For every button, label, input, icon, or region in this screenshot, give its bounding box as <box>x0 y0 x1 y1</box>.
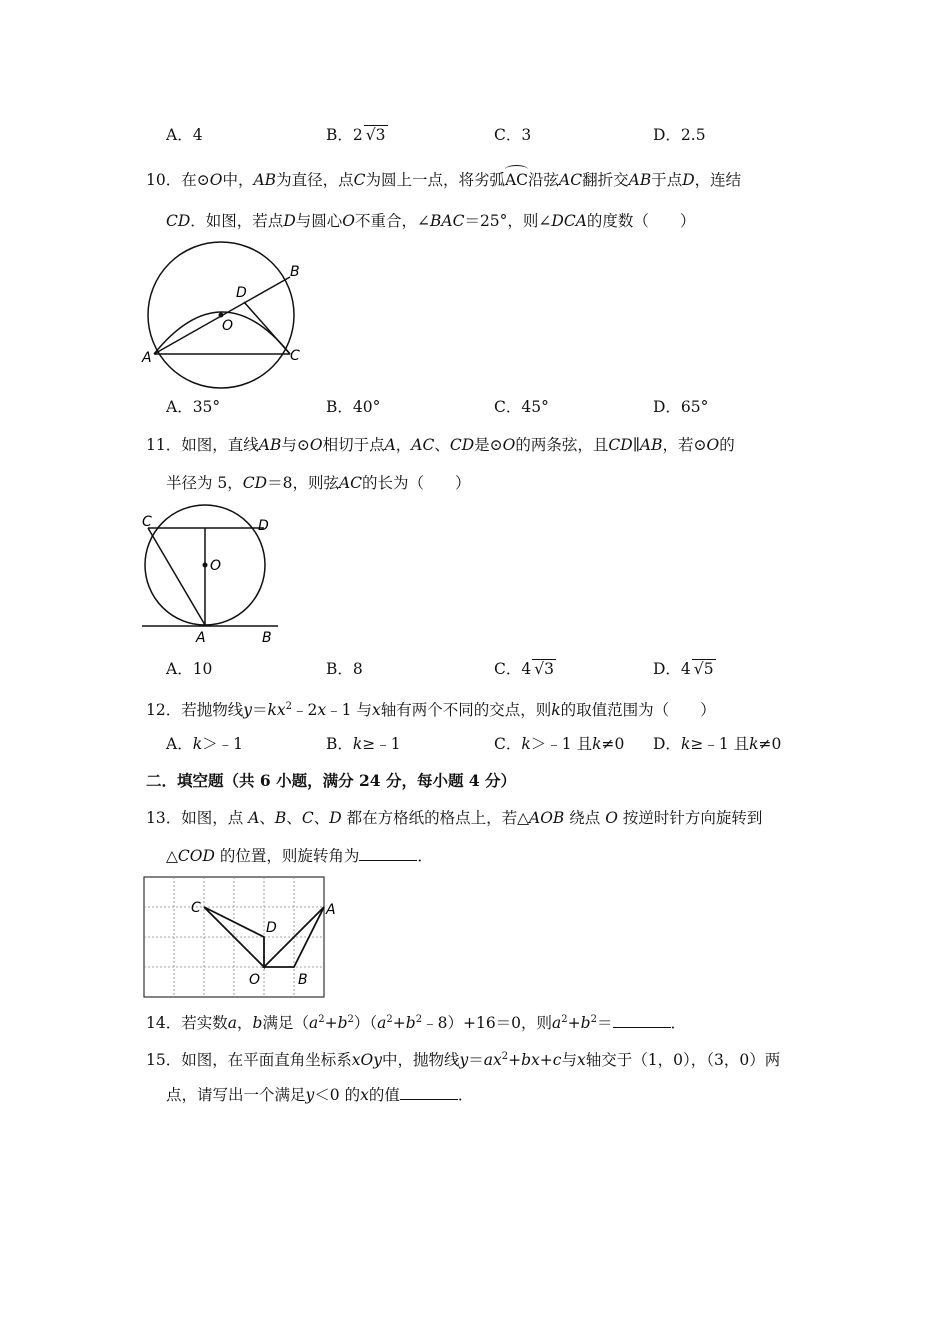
q11-label-o: O <box>210 558 222 574</box>
arc-ac: AC <box>504 171 529 189</box>
q9-option-c: C．3 <box>494 126 532 144</box>
sqrt-symbol: √3 <box>365 126 386 144</box>
q10-label-d: D <box>236 285 247 301</box>
q9-option-a: A．4 <box>166 126 203 144</box>
q11-label-d: D <box>258 518 269 534</box>
q13-line-2: △COD 的位置，则旋转角为 ． <box>166 847 433 865</box>
q13-label-b: B <box>298 972 308 988</box>
q13-label-o: O <box>249 972 261 988</box>
q12-option-b: B．k≥﹣1 <box>326 735 401 753</box>
q12-option-d: D．k≥﹣1 且k≠0 <box>653 735 782 753</box>
q10-option-b: B．40° <box>326 398 381 416</box>
q10-line-1: 10．在⊙O中，AB为直径，点C为圆上一点，将劣弧AC沿弦AC翻折交AB于点D，连结 <box>146 171 742 189</box>
q10-label-o: O <box>222 318 234 334</box>
q11-option-b: B．8 <box>326 660 363 678</box>
q10-option-a: A．35° <box>166 398 221 416</box>
section-heading-fill-in: 二．填空题（共 6 小题，满分 24 分，每小题 4 分） <box>146 771 517 790</box>
q11-label-a: A <box>196 630 206 646</box>
q10-center-dot <box>219 313 224 318</box>
sqrt-symbol: √5 <box>693 660 714 678</box>
q13-label-d: D <box>266 920 277 936</box>
q13-label-c: C <box>191 900 201 916</box>
q10-label-a: A <box>142 350 152 366</box>
q11-chord-ac <box>148 528 205 625</box>
q13-label-a: A <box>326 902 336 918</box>
q10-option-d: D．65° <box>653 398 709 416</box>
q11-figure <box>140 508 290 648</box>
answer-blank <box>400 1085 458 1100</box>
q11-option-c: C．4 √3 <box>494 660 554 678</box>
q12-line-1: 12．若抛物线$y=kx^2﹣2x﹣1$ 与x轴有两个不同的交点，则k的取值范围为（ ） <box>146 701 716 720</box>
q11-option-d: D．4 √5 <box>653 660 714 678</box>
q10-chord-cd <box>244 302 290 354</box>
q11-line-1: 11．如图，直线AB与⊙O相切于点A，AC、CD是⊙O的两条弦，且CD∥AB，若⊙O的 <box>146 436 735 454</box>
q12-option-c: C．k＞﹣1 且k≠0 <box>494 735 625 753</box>
sqrt-symbol: √3 <box>534 660 554 678</box>
q13-line-1: 13．如图，点 A、B、C、D 都在方格纸的格点上，若△AOB 绕点 O 按逆时针方向旋转到 <box>146 809 763 827</box>
q10-figure <box>140 240 310 390</box>
answer-blank <box>359 846 417 861</box>
q14-line-1: 14．若实数a，b满足$(a^2+b^2)(a^2+b^2﹣8)+16=0$，则$a^2+b^2=$ ． <box>146 1014 687 1033</box>
q12-option-a: A．k＞﹣1 <box>166 735 243 753</box>
q9-option-b: B．2 √3 <box>326 126 386 144</box>
q10-option-c: C．45° <box>494 398 549 416</box>
q11-center-dot <box>203 563 208 568</box>
answer-blank <box>613 1013 671 1028</box>
q11-label-b: B <box>262 630 272 646</box>
q11-option-a: A．10 <box>166 660 213 678</box>
q15-line-1: 15．如图，在平面直角坐标系xOy中，抛物线$y=ax^2+bx+c$与x轴交于（1，0），（3，0）两 <box>146 1051 781 1070</box>
q11-label-c: C <box>142 514 152 530</box>
q10-label-c: C <box>290 348 300 364</box>
q13-grid-figure <box>143 874 336 999</box>
q9-option-d: D．2.5 <box>653 126 706 144</box>
q10-line-2: CD．如图，若点D与圆心O不重合，∠BAC＝25°，则∠DCA的度数（ ） <box>166 212 696 230</box>
q10-label-b: B <box>290 264 300 280</box>
q11-line-2: 半径为 5，CD＝8，则弦AC的长为（ ） <box>166 474 471 492</box>
q15-line-2: 点，请写出一个满足y＜0 的x的值 ． <box>166 1086 474 1104</box>
